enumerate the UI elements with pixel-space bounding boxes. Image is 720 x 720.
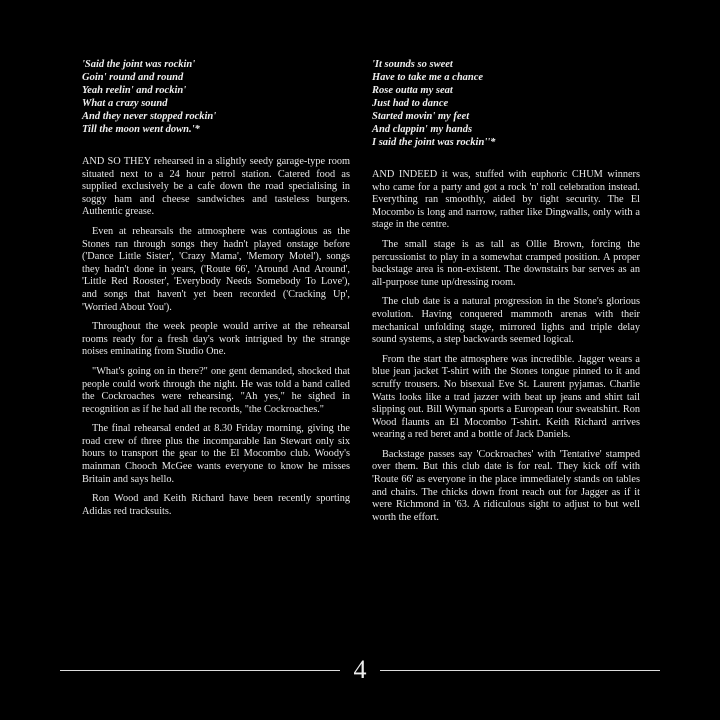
article-paragraph: The club date is a natural progression in the Stone's glorious evolution. Having conquered mammoth arenas with their mechanical unfolding stage, mirrored lights and triple delay sound systems, a step backwards seemed logical. (372, 296, 640, 346)
article-paragraph: The final rehearsal ended at 8.30 Friday morning, giving the road crew of three plus the incomparable Ian Stewart only six hours to transport the gear to the El Mocombo club. Woody's mainman Chooch McGee wants everyone to know he misses Britain and says hello. (82, 423, 350, 485)
lyric-line: And clappin' my hands (372, 124, 473, 135)
lyric-line: Just had to dance (372, 98, 449, 109)
article-paragraph: AND INDEED it was, stuffed with euphoric CHUM winners who came for a party and got a rock 'n' roll celebration instead. Everything ran smoothly, aided by tight security. The El Mocombo is long and narrow, rather like Dingwalls, only with a stage in the centre. (372, 169, 640, 231)
article-paragraph: Even at rehearsals the atmosphere was contagious as the Stones ran through songs they hadn't played onstage before ('Dance Little Sister', 'Crazy Mama', 'Memory Motel'), songs they hadn't done in years, ('Route 66', 'Around And Around', 'Little Red Rooster', 'Everybody Needs Somebody To Love'), and songs that haven't yet been recorded ('Cracking Up', 'Worried About You'). (82, 225, 350, 313)
article-paragraph: The small stage is as tall as Ollie Brown, forcing the percussionist to play in a somewhat cramped position. A proper backstage area is non-existent. The downstairs bar serves as an all-purpose tune up/dressing room. (372, 238, 640, 288)
article-paragraph: Backstage passes say 'Cockroaches' with 'Tentative' stamped over them. But this club date is for real. They kick off with 'Route 66' as everyone in the place immediately stands on tables and chairs. The chicks down front reach out for Jagger as if it were Richmond in '63. A ridiculous sight to adjust to but well worth the effort. (372, 448, 640, 523)
footer-rule-left (60, 670, 340, 671)
lyric-line: Goin' round and round (82, 72, 184, 83)
right-column (372, 58, 640, 531)
article-paragraph: "What's going on in there?" one gent demanded, shocked that people could work through the night. He was told a band called the Cockroaches were rehearsing. "Ah yes," he sighed in recognition as if he had all the records, "the Cockroaches." (82, 365, 350, 415)
page-number: 4 (353, 655, 367, 684)
lyric-line: I said the joint was rockin''* (372, 137, 496, 148)
footer-rule-right (380, 670, 660, 671)
lyrics-right (372, 58, 640, 149)
lyric-line: Rose outta my seat (372, 85, 453, 96)
lyric-line: 'Said the joint was rockin' (82, 59, 196, 70)
lyric-line: Yeah reelin' and rockin' (82, 85, 187, 96)
lyric-line: 'It sounds so sweet (372, 59, 453, 70)
lyrics-left (82, 58, 350, 136)
article-paragraph: From the start the atmosphere was incredible. Jagger wears a blue jean jacket T-shirt with the Stones tongue pinned to it and scruffy trousers. No bisexual Eve St. Laurent pyjamas. Charlie Watts looks like a trad jazzer with beat up jeans and shirt tail slipping out. Bill Wyman sports a European tour sweatshirt. Ron Wood flaunts an El Mocombo T-shirt. Keith Richard arrives wearing a red beret and a bottle of Jack Daniels. (372, 353, 640, 441)
article-paragraph: Throughout the week people would arrive at the rehearsal rooms ready for a fresh day's work intrigued by the strange noises eminating from Studio One. (82, 321, 350, 358)
lyric-line: Started movin' my feet (372, 111, 470, 122)
left-column (82, 58, 350, 525)
lyric-line: Have to take me a chance (372, 72, 484, 83)
lyric-line: And they never stopped rockin' (82, 111, 217, 122)
article-paragraph: Ron Wood and Keith Richard have been recently sporting Adidas red tracksuits. (82, 493, 350, 517)
lyric-line: Till the moon went down.'* (82, 124, 200, 135)
article-paragraph: AND SO THEY rehearsed in a slightly seedy garage-type room situated next to a 24 hour petrol station. Catered food as supplied exclusively be a cafe down the road specialising in soggy ham and cheese sandwiches and tasteless burgers. Authentic grease. (82, 156, 350, 218)
lyric-line: What a crazy sound (82, 98, 168, 109)
